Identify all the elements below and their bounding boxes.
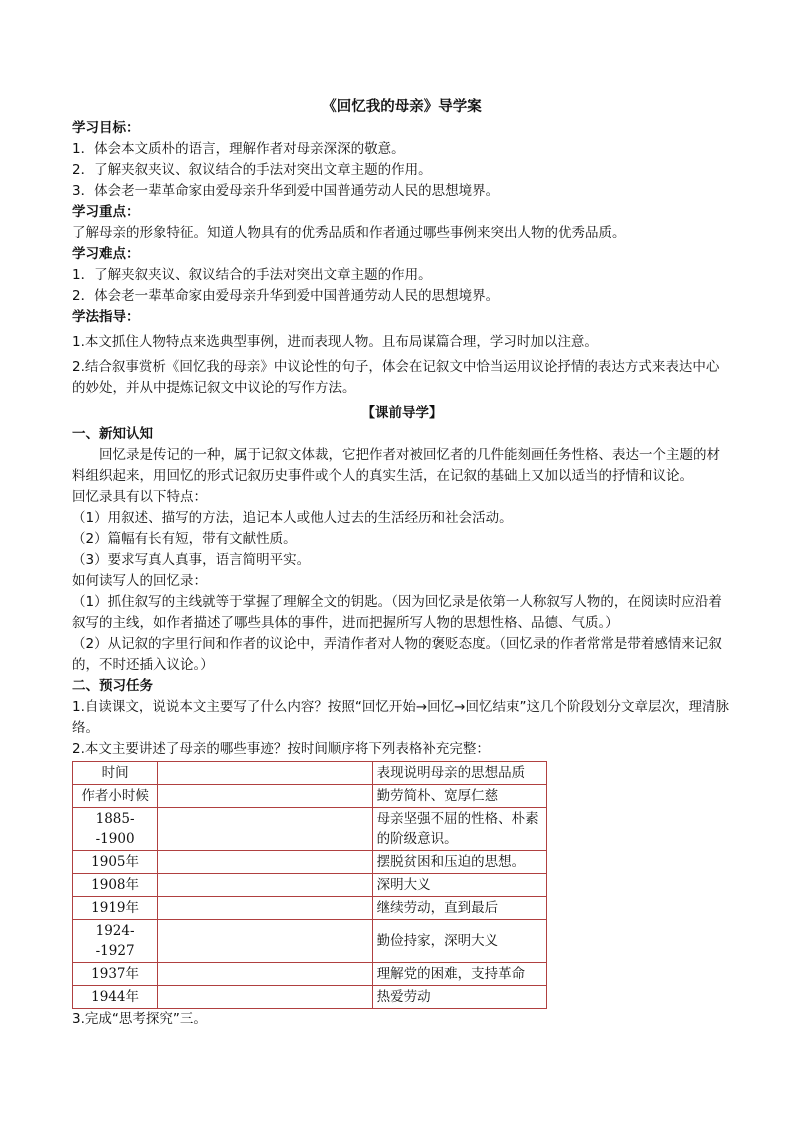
- difficulty-item: 2．体会老一辈革命家由爱母亲升华到爱中国普通劳动人民的思想境界。: [72, 288, 500, 304]
- table-cell-time: 1908年: [73, 874, 158, 897]
- table-cell-event[interactable]: [158, 808, 372, 851]
- section2-heading: 二、预习任务: [72, 678, 153, 694]
- difficulty-heading: 学习难点：: [72, 246, 140, 262]
- table-cell-time: 1905年: [73, 851, 158, 874]
- goal-item: 1．体会本文质朴的语言，理解作者对母亲深深的敬意。: [72, 141, 405, 157]
- table-header-cell: 表现说明母亲的思想品质: [372, 762, 546, 785]
- table-cell-quality: 勤劳简朴、宽厚仁慈: [372, 785, 546, 808]
- table-row: [73, 963, 547, 986]
- section1-paragraph: 回忆录是传记的一种，属于记叙文体裁，它把作者对被回忆者的几件能刻画任务性格、表达一个主题的材料组织起来，用回忆的形式记叙历史事件或个人的真实生活，在记叙的基础上又加以适当的抒情和议论。: [72, 447, 720, 484]
- table-cell-quality: 摆脱贫困和压迫的思想。: [372, 851, 546, 874]
- table-row: [73, 874, 547, 897]
- feature-item: （3）要求写真人真事，语言简明平实。: [72, 552, 311, 568]
- goal-item: 3．体会老一辈革命家由爱母亲升华到爱中国普通劳动人民的思想境界。: [72, 183, 500, 199]
- preview-heading: 【课前导学】: [361, 405, 443, 421]
- table-cell-event[interactable]: [158, 897, 372, 920]
- table-cell-time: 1937年: [73, 963, 158, 986]
- table-header-cell: [158, 762, 372, 785]
- table-row: [73, 920, 547, 963]
- table-cell-event[interactable]: [158, 963, 372, 986]
- task-item: 1.自读课文，说说本文主要写了什么内容？按照“回忆开始→回忆→回忆结束”这几个阶段划分文章层次，理清脉络。: [72, 699, 729, 736]
- table-row: [73, 808, 547, 851]
- task-item: 2.本文主要讲述了母亲的哪些事迹？按时间顺序将下列表格补充完整：: [72, 741, 490, 757]
- howto-intro: 如何读写人的回忆录：: [72, 573, 207, 589]
- table-cell-event[interactable]: [158, 851, 372, 874]
- table-cell-time: 作者小时候: [73, 785, 158, 808]
- table-cell-event[interactable]: [158, 785, 372, 808]
- table-cell-quality: 继续劳动，直到最后: [372, 897, 546, 920]
- events-table: [72, 761, 547, 1009]
- table-cell-quality: 勤俭持家，深明大义: [372, 920, 546, 963]
- table-cell-event[interactable]: [158, 920, 372, 963]
- table-cell-quality: 热爱劳动: [372, 986, 546, 1009]
- table-row: [73, 851, 547, 874]
- table-row: [73, 897, 547, 920]
- page-title: 《回忆我的母亲》导学案: [322, 99, 482, 115]
- table-cell-time: 1924--1927: [73, 920, 158, 963]
- feature-item: （2）篇幅有长有短，带有文献性质。: [72, 531, 297, 547]
- table-header-row: [73, 762, 547, 785]
- focus-heading: 学习重点：: [72, 204, 140, 220]
- table-header-cell: 时间: [73, 762, 158, 785]
- section1-heading: 一、新知认知: [72, 426, 153, 442]
- task-item: 3.完成“思考探究”三。: [72, 1011, 207, 1027]
- method-item: 1.本文抓住人物特点来选典型事例，进而表现人物。且布局谋篇合理，学习时加以注意。: [72, 334, 598, 350]
- goals-heading: 学习目标：: [72, 120, 140, 136]
- howto-item: （1）抓住叙写的主线就等于掌握了理解全文的钥匙。（因为回忆录是依第一人称叙写人物的，在阅读时应沿着叙写的主线，如作者描述了哪些具体的事件，进而把握所写人物的思想性格、品德、气质。）: [72, 594, 722, 631]
- table-cell-quality: 母亲坚强不屈的性格、朴素的阶级意识。: [372, 808, 546, 851]
- table-row: [73, 785, 547, 808]
- table-row: [73, 986, 547, 1009]
- table-cell-event[interactable]: [158, 986, 372, 1009]
- howto-item: （2）从记叙的字里行间和作者的议论中，弄清作者对人物的褒贬态度。（回忆录的作者常常是带着感情来记叙的，不时还插入议论。）: [72, 636, 722, 673]
- focus-text: 了解母亲的形象特征。知道人物具有的优秀品质和作者通过哪些事例来突出人物的优秀品质。: [72, 225, 626, 241]
- document-content: [72, 96, 732, 1030]
- features-intro: 回忆录具有以下特点：: [72, 489, 207, 505]
- method-item: 2.结合叙事赏析《回忆我的母亲》中议论性的句子，体会在记叙文中恰当运用议论抒情的表达方式来表达中心的妙处，并从中提炼记叙文中议论的写作方法。: [72, 359, 720, 396]
- difficulty-item: 1．了解夹叙夹议、叙议结合的手法对突出文章主题的作用。: [72, 267, 432, 283]
- table-cell-time: 1944年: [73, 986, 158, 1009]
- method-heading: 学法指导：: [72, 309, 140, 325]
- goal-item: 2．了解夹叙夹议、叙议结合的手法对突出文章主题的作用。: [72, 162, 432, 178]
- table-cell-time: 1919年: [73, 897, 158, 920]
- table-cell-quality: 理解党的困难，支持革命: [372, 963, 546, 986]
- table-cell-event[interactable]: [158, 874, 372, 897]
- table-cell-time: 1885--1900: [73, 808, 158, 851]
- feature-item: （1）用叙述、描写的方法，追记本人或他人过去的生活经历和社会活动。: [72, 510, 513, 526]
- table-cell-quality: 深明大义: [372, 874, 546, 897]
